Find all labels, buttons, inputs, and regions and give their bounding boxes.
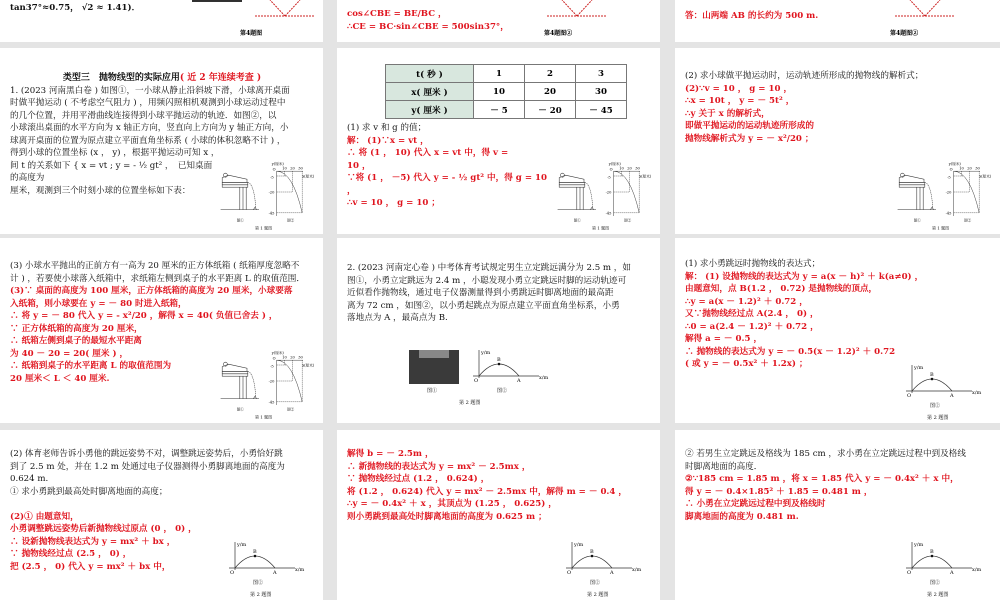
- y-tick: -5: [947, 175, 951, 180]
- solution-line: (3)∵ 桌面的高度为 100 厘米，正方体纸箱的高度为 20 厘米，小球要落: [10, 286, 293, 296]
- vertex-point: [498, 363, 501, 366]
- sub-caption: 图②: [964, 218, 972, 223]
- figure-ball-trajectory: [219, 349, 315, 423]
- x-tick: 30: [298, 166, 303, 171]
- table-cell: － 5: [474, 101, 525, 119]
- y-axis-label: y/m: [914, 365, 924, 371]
- x-tick: 20: [627, 166, 632, 171]
- solution-line: 10 ，: [347, 160, 371, 171]
- point-a-label: A: [517, 378, 521, 384]
- solution-line: 入纸箱，则小球要在 y = － 80 时进入纸箱，: [10, 298, 187, 309]
- figure-caption: 第 2 题图: [459, 400, 481, 406]
- table-row: [386, 65, 627, 83]
- slide-text: [10, 260, 315, 423]
- trajectory-graph: [277, 171, 303, 216]
- solution-line: ∵ 抛物线经过点 (1.2 ， 0.624) ，: [347, 474, 490, 484]
- origin-label: O: [609, 167, 613, 172]
- table-header-cell: y( 厘米 ): [386, 101, 474, 119]
- x-tick: 30: [975, 166, 980, 171]
- sub-caption: 图①: [236, 407, 244, 412]
- slide-s6[interactable]: [675, 48, 1000, 234]
- y-axis-label: y/m: [914, 542, 924, 548]
- figure-caption: 第 1 题图: [255, 225, 273, 231]
- problem-line: 小球滚出桌面的水平方向为 x 轴正方向，竖直向上方向为 y 轴正方向，小: [10, 123, 289, 133]
- sub-caption: 图①: [573, 218, 581, 223]
- slide-text: [10, 72, 315, 234]
- slide-s11[interactable]: [337, 430, 660, 600]
- figure-spacer: [651, 448, 652, 538]
- trajectory-graph: [277, 360, 303, 405]
- y-axis-label: y/m: [481, 350, 491, 356]
- problem-line: 的几个位置，并用平滑曲线连接得到小球平抛运动的轨迹．如图②，以: [10, 110, 277, 121]
- solution-line: 则小勇跳到最高处时脚离地面的高度为 0.625 m ；: [347, 511, 547, 522]
- sub-caption: 图②: [287, 407, 295, 412]
- x-axis-label: x/m: [972, 390, 982, 396]
- problem-line: 2. (2023 河南定心卷 ) 中考体育考试规定男生立定跳远满分为 2.5 m ，如: [347, 263, 631, 273]
- solution-line: 答：山两端 AB 的长约为 500 m.: [685, 11, 819, 21]
- vertex-point: [931, 555, 934, 558]
- slide-s2[interactable]: [337, 0, 660, 42]
- triangle-diagram: [890, 0, 960, 24]
- y-tick: -5: [270, 364, 274, 369]
- table-cell: 1: [474, 65, 525, 83]
- table-cell: 30: [576, 83, 627, 101]
- x-axis-label: x(厘米): [302, 363, 315, 368]
- y-axis-label: y/m: [237, 542, 247, 548]
- figure-spacer: [314, 72, 315, 160]
- sub-caption: 图②: [930, 403, 941, 409]
- figure-jump-parabola: [562, 538, 652, 600]
- point-b-label: B: [497, 357, 501, 363]
- solution-line: ∴ 小勇在立定跳远过程中到及格线时: [685, 499, 826, 509]
- slide-s7[interactable]: [0, 238, 323, 423]
- y-axis-label: y(厘米): [271, 350, 284, 355]
- solution-line: ∴y = a(x － 1.2)² ＋ 0.72 ，: [685, 296, 808, 307]
- x-tick: 20: [290, 355, 295, 360]
- slide-s5[interactable]: [337, 48, 660, 234]
- solution-line: 解： (1)∵x = vt ，: [347, 135, 429, 146]
- solution-line: 得 y = － 0.4×1.85² ＋ 1.85 = 0.481 m ，: [685, 486, 873, 497]
- figure-spacer: [314, 448, 315, 538]
- point-b-label: B: [930, 372, 934, 378]
- y-tick: -45: [945, 211, 952, 216]
- y-axis-label: y(厘米): [948, 161, 961, 166]
- table-illustration: [221, 173, 259, 209]
- x-axis-label: x/m: [539, 375, 549, 381]
- figure-caption: 第4题图②: [544, 30, 573, 37]
- x-tick: 10: [282, 166, 287, 171]
- problem-line: 得到小球的位置坐标 (x ， y) ，根据平抛运动可知 x ，: [10, 148, 220, 158]
- origin-label: O: [567, 570, 572, 576]
- figure-caption: 第4题图: [240, 30, 263, 37]
- point-a-label: A: [950, 570, 954, 576]
- solution-line: 小勇调整跳远姿势后新抛物线过原点 (0 ， 0) ，: [10, 524, 197, 534]
- x-tick: 20: [290, 166, 295, 171]
- solution-line: 20 厘米＜ L ＜ 40 厘米.: [10, 373, 110, 384]
- x-tick: 10: [959, 166, 964, 171]
- solution-line: (2)① 由题意知，: [10, 511, 79, 522]
- solution-line: 解： (1) 设抛物线的表达式为 y = a(x － h)² ＋ k(a≠0) ，: [685, 271, 924, 282]
- point-b-label: B: [930, 549, 934, 555]
- solution-line: ∵ 抛物线经过点 (2.5 ， 0) ，: [10, 549, 132, 559]
- point-a-label: A: [273, 570, 277, 576]
- table-row: [386, 83, 627, 101]
- table-cell: 20: [525, 83, 576, 101]
- problem-line: (1) 求小勇跳远时抛物线的表达式；: [685, 259, 821, 269]
- slide-text: [347, 448, 652, 600]
- problem-line: [10, 498, 315, 511]
- y-tick: -45: [605, 211, 612, 216]
- slide-s1[interactable]: [0, 0, 323, 42]
- table-cell: 3: [576, 65, 627, 83]
- solution-line: ( 或 y = － 0.5x² ＋ 1.2x) ；: [685, 359, 808, 369]
- problem-line: 时脚离地面的高度．: [685, 461, 763, 472]
- solution-line: ∴ 纸箱左侧到桌子的最短水平距离: [10, 336, 142, 346]
- sub-caption: 图②: [930, 580, 941, 586]
- solution-line: ∴ 抛物线的表达式为 y = － 0.5(x － 1.2)² ＋ 0.72: [685, 346, 896, 357]
- solution-line: ∴0 = a(2.4 － 1.2)² ＋ 0.72 ，: [685, 321, 819, 332]
- figure-spacer: [651, 122, 652, 160]
- solution-line: ∴y = － 0.4x² ＋ x ，其顶点为 (1.25 ， 0.625) ，: [347, 499, 557, 509]
- data-table: [385, 64, 627, 119]
- solution-line: ∵ 正方体纸箱的高度为 20 厘米，: [10, 323, 143, 334]
- solution-line: cos∠CBE = BE/BC ，: [347, 9, 447, 19]
- y-tick: -20: [268, 190, 275, 195]
- table-cell: － 45: [576, 101, 627, 119]
- problem-line: 时做平抛运动 ( 不考虑空气阻力 ) ，用频闪照相机观测到小球运动过程中: [10, 98, 286, 108]
- origin-label: O: [907, 570, 912, 576]
- sub-caption: 图②: [497, 388, 508, 394]
- y-axis-label: y/m: [574, 542, 584, 548]
- figure-ball-trajectory: [556, 160, 652, 234]
- y-tick: -20: [945, 190, 952, 195]
- x-axis-label: x/m: [972, 567, 982, 573]
- slide-s12[interactable]: [675, 430, 1000, 600]
- solution-line: ∴ 纸箱到桌子的水平距离 L 的取值范围为: [10, 361, 172, 371]
- origin-label: O: [949, 167, 953, 172]
- triangle-diagram: [250, 0, 320, 24]
- origin-label: O: [272, 167, 276, 172]
- figure-caption: 第 2 题图: [250, 592, 272, 598]
- point-b-label: B: [590, 549, 594, 555]
- figure-caption: 第 1 题图: [592, 225, 610, 231]
- origin-label: O: [272, 356, 276, 361]
- slide-text: [685, 70, 992, 234]
- y-tick: -45: [268, 211, 275, 216]
- solution-line: 将 (1.2 ， 0.624) 代入 y = mx² － 2.5mx 中，解得 m = － 0.4 ，: [347, 486, 627, 497]
- table-header-cell: t( 秒 ): [386, 65, 474, 83]
- triangle-diagram: [542, 0, 612, 24]
- slide-s8[interactable]: [337, 238, 660, 423]
- x-tick: 20: [967, 166, 972, 171]
- table-illustration: [221, 362, 259, 398]
- solution-line: 即做平抛运动的运动轨迹所形成的: [685, 121, 814, 131]
- figure-caption: 第 2 题图: [587, 592, 609, 598]
- problem-line: (3) 小球水平抛出的正前方有一高为 20 厘米的正方体纸箱 ( 纸箱厚度忽略不: [10, 261, 300, 271]
- problem-line: tan37°≈0.75， √2 ≈ 1.41)．: [10, 3, 141, 13]
- solution-line: (2)∵v = 10 ， g = 10 ，: [685, 83, 793, 94]
- origin-label: O: [474, 378, 479, 384]
- x-tick: 10: [619, 166, 624, 171]
- figure-spacer: [991, 70, 992, 160]
- figure-jump-parabola: [225, 538, 315, 600]
- problem-line: ② 若男生立定跳远及格线为 185 cm ，求小勇在立定跳远过程中到及格线: [685, 449, 966, 459]
- figure-ball-trajectory: [896, 160, 992, 234]
- slide-text: [685, 258, 992, 423]
- x-axis-label: x(厘米): [639, 174, 652, 179]
- problem-line: (2) 求小球做平抛运动时，运动轨迹所形成的抛物线的解析式；: [685, 71, 924, 81]
- sub-caption: 图①: [427, 388, 438, 394]
- vertex-point: [591, 555, 594, 558]
- problem-line: 0.624 m.: [10, 474, 49, 484]
- problem-line: 近似看作抛物线，通过电子仪器测量得到小勇跳远时脚离地面的最高距: [347, 288, 614, 298]
- y-tick: -5: [270, 175, 274, 180]
- photo: [192, 0, 242, 2]
- slide-text: [347, 122, 652, 234]
- slide-text: [10, 448, 315, 600]
- sub-caption: 图②: [287, 218, 295, 223]
- problem-line: 间 t 的关系如下 { x = vt ; y = - ½ gt² ， 已知桌面的高度为: [10, 160, 213, 183]
- table-illustration: [898, 173, 936, 209]
- slide-s10[interactable]: [0, 430, 323, 600]
- figure-caption: 第 1 题图: [255, 414, 273, 420]
- figure-caption: 第 2 题图: [927, 592, 949, 598]
- solution-line: ∴ 将 (1 ， 10) 代入 x = vt 中，得 v =: [347, 148, 509, 158]
- table-illustration: [558, 173, 596, 209]
- origin-label: O: [230, 570, 235, 576]
- solution-line: 为 40 － 20 = 20( 厘米 ) ，: [10, 348, 129, 359]
- problem-line: 厘米，观测到三个时刻小球的位置坐标如下表：: [10, 185, 191, 196]
- vertex-point: [254, 555, 257, 558]
- y-tick: -20: [605, 190, 612, 195]
- solution-line: 抛物线解析式为 y = － x²/20 ；: [685, 133, 814, 144]
- figure-jump-parabola: [409, 346, 589, 412]
- section-title: [10, 72, 315, 85]
- x-axis-label: x(厘米): [979, 174, 992, 179]
- vertex-point: [931, 378, 934, 381]
- slide-text: [685, 448, 992, 600]
- solution-line: ∴ 设新抛物线表达式为 y = mx² ＋ bx ，: [10, 536, 176, 547]
- section-title-text: 类型三 抛物线型的实际应用: [62, 73, 180, 83]
- y-tick: -20: [268, 379, 275, 384]
- point-a-label: A: [610, 570, 614, 576]
- table-cell: 10: [474, 83, 525, 101]
- sub-caption: 图①: [236, 218, 244, 223]
- problem-line: ① 求小勇跳到最高处时脚离地面的高度；: [10, 486, 168, 497]
- solution-line: ∴y 关于 x 的解析式，: [685, 108, 770, 119]
- sub-caption: 图②: [624, 218, 632, 223]
- figure-caption: 第 2 题图: [927, 415, 949, 421]
- table-header-cell: x( 厘米 ): [386, 83, 474, 101]
- x-tick: 30: [635, 166, 640, 171]
- solution-line: 又∵抛物线经过点 A(2.4 ， 0) ，: [685, 309, 819, 319]
- problem-line: 1. (2023 河南黑白卷 ) 如图①，一小球从静止沿斜坡下滑，小球离开桌面: [10, 85, 290, 96]
- table-cell: 2: [525, 65, 576, 83]
- table-cell: － 20: [525, 101, 576, 119]
- problem-line: 球离开桌面的位置为原点建立平面直角坐标系 ( 小球的体积忽略不计 ) ，: [10, 135, 286, 146]
- figure-jump-parabola: [902, 361, 992, 423]
- slide-s9[interactable]: [675, 238, 1000, 423]
- sub-caption: 图①: [913, 218, 921, 223]
- point-b-label: B: [253, 549, 257, 555]
- y-tick: -45: [268, 400, 275, 405]
- solution-line: 脚离地面的高度为 0.481 m.: [685, 511, 799, 522]
- table-row: [386, 101, 627, 119]
- sub-caption: 图②: [590, 580, 601, 586]
- problem-line: (1) 求 v 和 g 的值；: [347, 123, 427, 133]
- problem-line: 落地点为 A ，最高点为 B.: [347, 313, 448, 323]
- solution-line: ∴x = 10t ， y = － 5t² ，: [685, 96, 795, 106]
- problem-line: 离为 72 cm ，如图②，以小勇起跳点为原点建立平面直角坐标系，小勇: [347, 300, 620, 311]
- x-axis-label: x/m: [632, 567, 642, 573]
- solution-line: ∴ 将 y = － 80 代入 y = - x²/20 ，解得 x = 40( 负值已舍去 ) ，: [10, 311, 278, 321]
- x-tick: 30: [298, 355, 303, 360]
- origin-label: O: [907, 393, 912, 399]
- figure-spacer: [991, 258, 992, 361]
- solution-line: ∴ 新抛物线的表达式为 y = mx² － 2.5mx ，: [347, 461, 531, 472]
- figure-caption: 第 1 题图: [932, 225, 950, 231]
- solution-line: 解得 a = － 0.5 ，: [685, 334, 763, 344]
- x-axis-label: x/m: [295, 567, 305, 573]
- y-axis-label: y(厘米): [271, 161, 284, 166]
- problem-line: 计 ) ，若要使小球落入纸箱中，求纸箱左侧到桌子的水平距离 L 的取值范围．: [10, 273, 305, 284]
- solution-line: 由题意知，点 B(1.2 ， 0.72) 是抛物线的顶点，: [685, 284, 878, 294]
- section-title-tag: ( 近 2 年连续考查 ): [179, 73, 262, 83]
- slide-s4[interactable]: [0, 48, 323, 234]
- trajectory-graph: [954, 171, 980, 216]
- solution-line: 把 (2.5 ， 0) 代入 y = mx² ＋ bx 中，: [10, 561, 171, 572]
- y-axis-label: y(厘米): [608, 161, 621, 166]
- problem-line: 图①，小勇立定跳远为 2.4 m ，小聪发现小勇立定跳远时脚的运动轨迹可: [347, 275, 627, 286]
- x-axis-label: x(厘米): [302, 174, 315, 179]
- figure-caption: 第4题图②: [890, 30, 919, 37]
- solution-line: ∴v = 10 ， g = 10 ；: [347, 198, 440, 208]
- figure-ball-trajectory: [219, 160, 315, 234]
- solution-line: ∵将 (1 ， －5) 代入 y = - ½ gt² 中，得 g = 10 ，: [347, 173, 547, 196]
- figure-jump-parabola: [902, 538, 992, 600]
- trajectory-graph: [614, 171, 640, 216]
- solution-line: ②∵185 cm = 1.85 m ，将 x = 1.85 代入 y = － 0.4x² ＋ x 中，: [685, 474, 959, 484]
- slide-s3[interactable]: [675, 0, 1000, 42]
- solution-line: ∴CE = BC·sin∠CBE = 500sin37°，: [347, 21, 509, 32]
- sub-caption: 图②: [253, 580, 264, 586]
- figure-spacer: [314, 260, 315, 349]
- solution-line: 解得 b = － 2.5m ，: [347, 449, 434, 459]
- problem-line: (2) 体育老师告诉小勇他的跳远姿势不对，调整跳远姿势后，小勇恰好跳: [10, 449, 283, 459]
- problem-line: 到了 2.5 m 处，并在 1.2 m 处通过电子仪器测得小勇脚离地面的高度为: [10, 461, 285, 472]
- x-tick: 10: [282, 355, 287, 360]
- point-a-label: A: [950, 393, 954, 399]
- figure-spacer: [991, 448, 992, 538]
- y-tick: -5: [607, 175, 611, 180]
